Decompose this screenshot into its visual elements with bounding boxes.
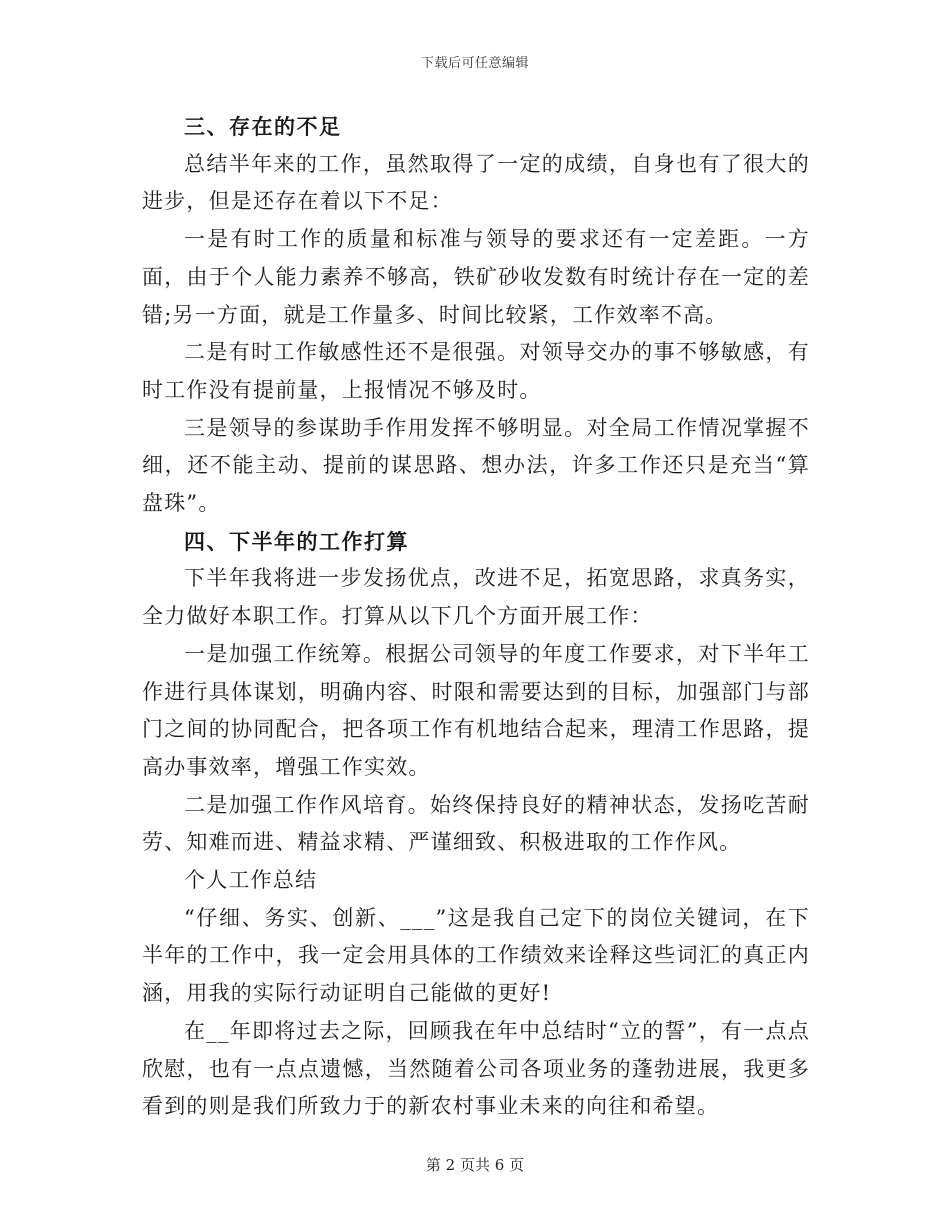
subtitle: 个人工作总结 — [184, 868, 318, 893]
paragraph: 一是加强工作统筹。根据公司领导的年度工作要求，对下半年工作进行具体谋划，明确内容、时限和需要达到的目标，加强部门与部门之间的协同配合，把各项工作有机地结合起来，理清工作思路，提高办事效率，增强工作实效。 — [142, 641, 810, 779]
paragraph: “仔细、务实、创新、___”这是我自己定下的岗位关键词，在下半年的工作中，我一定会用具体的工作绩效来诠释这些词汇的真正内涵，用我的实际行动证明自己能做的更好! — [142, 905, 810, 1006]
paragraph: 三是领导的参谋助手作用发挥不够明显。对全局工作情况掌握不细，还不能主动、提前的谋思路、想办法，许多工作还只是充当“算盘珠”。 — [142, 415, 810, 516]
document-body — [142, 108, 810, 1126]
section-heading-plans: 四、下半年的工作打算 — [184, 528, 409, 554]
paragraph: 在__年即将过去之际，回顾我在年中总结时“立的誓”，有一点点欣慰，也有一点点遗憾，当然随着公司各项业务的蓬勃进展，我更多看到的则是我们所致力于的新农村事业未来的向往和希望。 — [142, 1018, 810, 1119]
paragraph: 一是有时工作的质量和标准与领导的要求还有一定差距。一方面，由于个人能力素养不够高，铁矿砂收发数有时统计存在一定的差错;另一方面，就是工作量多、时间比较紧，工作效率不高。 — [142, 227, 810, 327]
paragraph: 总结半年来的工作，虽然取得了一定的成绩，自身也有了很大的进步，但是还存在着以下不足： — [142, 151, 810, 214]
paragraph: 二是加强工作作风培育。始终保持良好的精神状态，发扬吃苦耐劳、知难而进、精益求精、严谨细致、积极进取的工作作风。 — [142, 792, 810, 855]
paragraph: 二是有时工作敏感性还不是很强。对领导交办的事不够敏感，有时工作没有提前量，上报情况不够及时。 — [142, 340, 810, 402]
page-header: 下载后可任意编辑 — [420, 56, 529, 71]
page-number: 第 2 页共 6 页 — [425, 1156, 525, 1174]
section-heading-shortcomings: 三、存在的不足 — [184, 114, 342, 139]
paragraph: 下半年我将进一步发扬优点，改进不足，拓宽思路，求真务实，全力做好本职工作。打算从以下几个方面开展工作： — [142, 566, 810, 629]
